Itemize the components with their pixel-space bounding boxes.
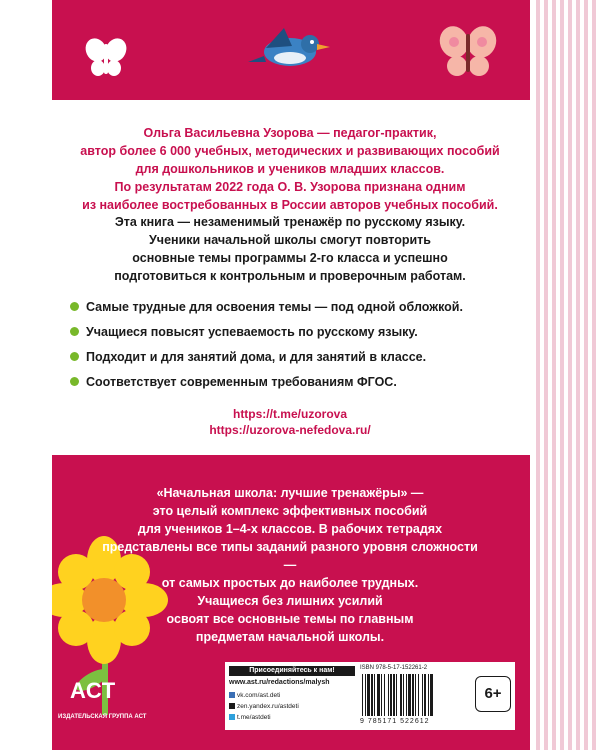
- website-link[interactable]: https://uzorova-nefedova.ru/: [209, 423, 371, 437]
- list-item: Самые трудные для освоения темы — под одной обложкой.: [70, 298, 520, 316]
- telegram-icon: [229, 714, 235, 720]
- join-us-label: Присоединяйтесь к нам!: [229, 666, 355, 676]
- feature-list: [70, 298, 520, 398]
- list-item: Подходит и для занятий дома, и для занятий в классе.: [70, 348, 520, 366]
- social-link-telegram[interactable]: t.me/astdeti: [229, 712, 299, 723]
- logo-text: ACT: [70, 678, 116, 703]
- author-line: Ольга Васильевна Узорова — педагог-практик,: [143, 126, 437, 140]
- series-line: для учеников 1–4-х классов. В рабочих тетрадях: [137, 522, 443, 536]
- decor-illustrations: [52, 0, 530, 100]
- publisher-name: ИЗДАТЕЛЬСКАЯ ГРУППА АСТ: [58, 714, 147, 720]
- series-line: от самых простых до наиболее трудных.: [161, 576, 419, 590]
- about-line: Эта книга — незаменимый тренажёр по русскому языку.: [114, 215, 466, 229]
- publisher-site: www.ast.ru/redactions/malysh: [229, 679, 330, 686]
- telegram-link[interactable]: https://t.me/uzorova: [232, 407, 347, 421]
- series-line: представлены все типы заданий разного уровня сложности —: [102, 540, 478, 572]
- left-margin: [0, 0, 52, 750]
- barcode-number: 9 785171 522612: [360, 718, 430, 725]
- top-band: [52, 0, 530, 100]
- series-line: предметам начальной школы.: [195, 630, 385, 644]
- author-line: из наиболее востребованных в России авторов учебных пособий.: [82, 198, 498, 212]
- butterfly-left-icon: [82, 35, 130, 76]
- author-line: для дошкольников и учеников младших классов.: [135, 162, 445, 176]
- bird-icon: [248, 28, 330, 66]
- about-line: основные темы программы 2-го класса и успешно: [132, 251, 448, 265]
- butterfly-right-icon: [435, 22, 500, 76]
- social-link-zen[interactable]: zen.yandex.ru/astdeti: [229, 701, 299, 712]
- author-links: [60, 406, 520, 438]
- bullet-dot-icon: [70, 377, 79, 386]
- author-line: автор более 6 000 учебных, методических и развивающих пособий: [80, 144, 500, 158]
- bullet-dot-icon: [70, 327, 79, 336]
- series-description: [100, 484, 480, 646]
- social-links: [229, 690, 299, 723]
- bullet-dot-icon: [70, 302, 79, 311]
- about-line: Ученики начальной школы смогут повторить: [149, 233, 431, 247]
- series-line: Учащиеся без лишних усилий: [197, 594, 383, 608]
- book-description: [60, 213, 520, 285]
- list-item: Соответствует современным требованиям ФГОС.: [70, 373, 520, 391]
- vk-icon: [229, 692, 235, 698]
- about-line: подготовиться к контрольным и проверочным работам.: [114, 269, 466, 283]
- social-link-vk[interactable]: vk.com/ast.deti: [229, 690, 299, 701]
- series-line: освоят все основные темы по главным: [166, 612, 414, 626]
- barcode-panel: [225, 662, 515, 730]
- ast-logo-icon: [66, 672, 120, 706]
- series-line: это целый комплекс эффективных пособий: [152, 504, 428, 518]
- bullet-dot-icon: [70, 352, 79, 361]
- series-line: «Начальная школа: лучшие тренажёры» —: [156, 486, 424, 500]
- author-description: [60, 124, 520, 214]
- age-rating-badge: 6+: [475, 676, 511, 712]
- barcode-image: [360, 674, 468, 716]
- list-item: Учащиеся повысят успеваемость по русскому языку.: [70, 323, 520, 341]
- author-line: По результатам 2022 года О. В. Узорова признана одним: [114, 180, 466, 194]
- zen-icon: [229, 703, 235, 709]
- side-stripes: [536, 0, 600, 750]
- isbn: ISBN 978-5-17-152261-2: [360, 665, 428, 671]
